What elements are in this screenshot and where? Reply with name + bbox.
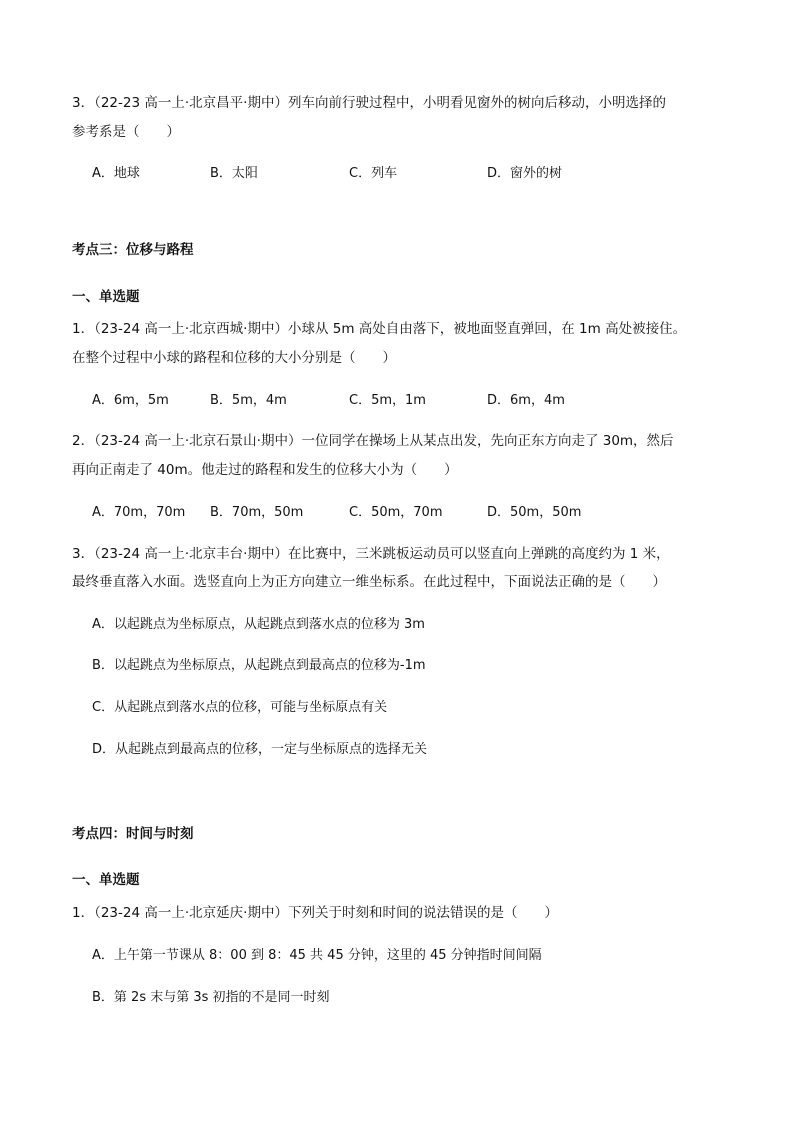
question-3-stem-line2: 参考系是（ ） <box>72 124 180 140</box>
s4-question-1-option-b: B．第 2s 末与第 3s 初指的不是同一时刻 <box>92 990 330 1005</box>
s3-question-1-stem-line1: 1．（23-24 高一上·北京西城·期中）小球从 5m 高处自由落下，被地面竖直弹回，在 1m 高处被接住。 <box>72 321 687 337</box>
section-4-title: 考点四：时间与时刻 <box>72 826 194 842</box>
s4-question-1-option-a: A．上午第一节课从 8：00 到 8：45 共 45 分钟，这里的 45 分钟指时间间隔 <box>92 948 542 963</box>
section-3-title: 考点三：位移与路程 <box>72 242 194 258</box>
s3-question-2-option-b: B．70m，50m <box>210 505 304 520</box>
s3-question-1-option-a: A．6m，5m <box>92 393 169 408</box>
s3-question-2-stem-line2: 再向正南走了 40m。他走过的路程和发生的位移大小为（ ） <box>72 462 458 478</box>
question-3-option-d: D．窗外的树 <box>487 166 563 181</box>
question-3-option-b: B．太阳 <box>210 166 258 181</box>
s4-question-1-stem-line1: 1．（23-24 高一上·北京延庆·期中）下列关于时刻和时间的说法错误的是（ ） <box>72 905 558 921</box>
s3-question-1-stem-line2: 在整个过程中小球的路程和位移的大小分别是（ ） <box>72 350 396 366</box>
s3-question-2-option-d: D．50m，50m <box>487 505 582 520</box>
question-3-stem-line1: 3．（22-23 高一上·北京昌平·期中）列车向前行驶过程中，小明看见窗外的树向后移动，小明选择的 <box>72 95 666 111</box>
s3-question-2-option-a: A．70m，70m <box>92 505 186 520</box>
s3-question-3-stem-line2: 最终垂直落入水面。选竖直向上为正方向建立一维坐标系。在此过程中，下面说法正确的是（ ） <box>72 574 666 590</box>
s3-question-3-stem-line1: 3．（23-24 高一上·北京丰台·期中）在比赛中，三米跳板运动员可以竖直向上弹跳的高度约为 1 米， <box>72 546 670 562</box>
section-4-subtitle: 一、单选题 <box>72 872 140 888</box>
s3-question-2-stem-line1: 2．（23-24 高一上·北京石景山·期中）一位同学在操场上从某点出发，先向正东方向走了 30m，然后 <box>72 433 674 449</box>
s3-question-3-option-a: A．以起跳点为坐标原点，从起跳点到落水点的位移为 3m <box>92 617 425 632</box>
s3-question-1-option-d: D．6m，4m <box>487 393 565 408</box>
question-3-option-a: A．地球 <box>92 166 140 181</box>
question-3-option-c: C．列车 <box>349 166 398 181</box>
s3-question-1-option-b: B．5m，4m <box>210 393 287 408</box>
s3-question-3-option-c: C．从起跳点到落水点的位移，可能与坐标原点有关 <box>92 700 388 715</box>
s3-question-1-option-c: C．5m，1m <box>349 393 426 408</box>
s3-question-3-option-b: B．以起跳点为坐标原点，从起跳点到最高点的位移为-1m <box>92 658 426 673</box>
s3-question-3-option-d: D．从起跳点到最高点的位移，一定与坐标原点的选择无关 <box>92 742 428 757</box>
s3-question-2-option-c: C．50m，70m <box>349 505 443 520</box>
section-3-subtitle: 一、单选题 <box>72 289 140 305</box>
